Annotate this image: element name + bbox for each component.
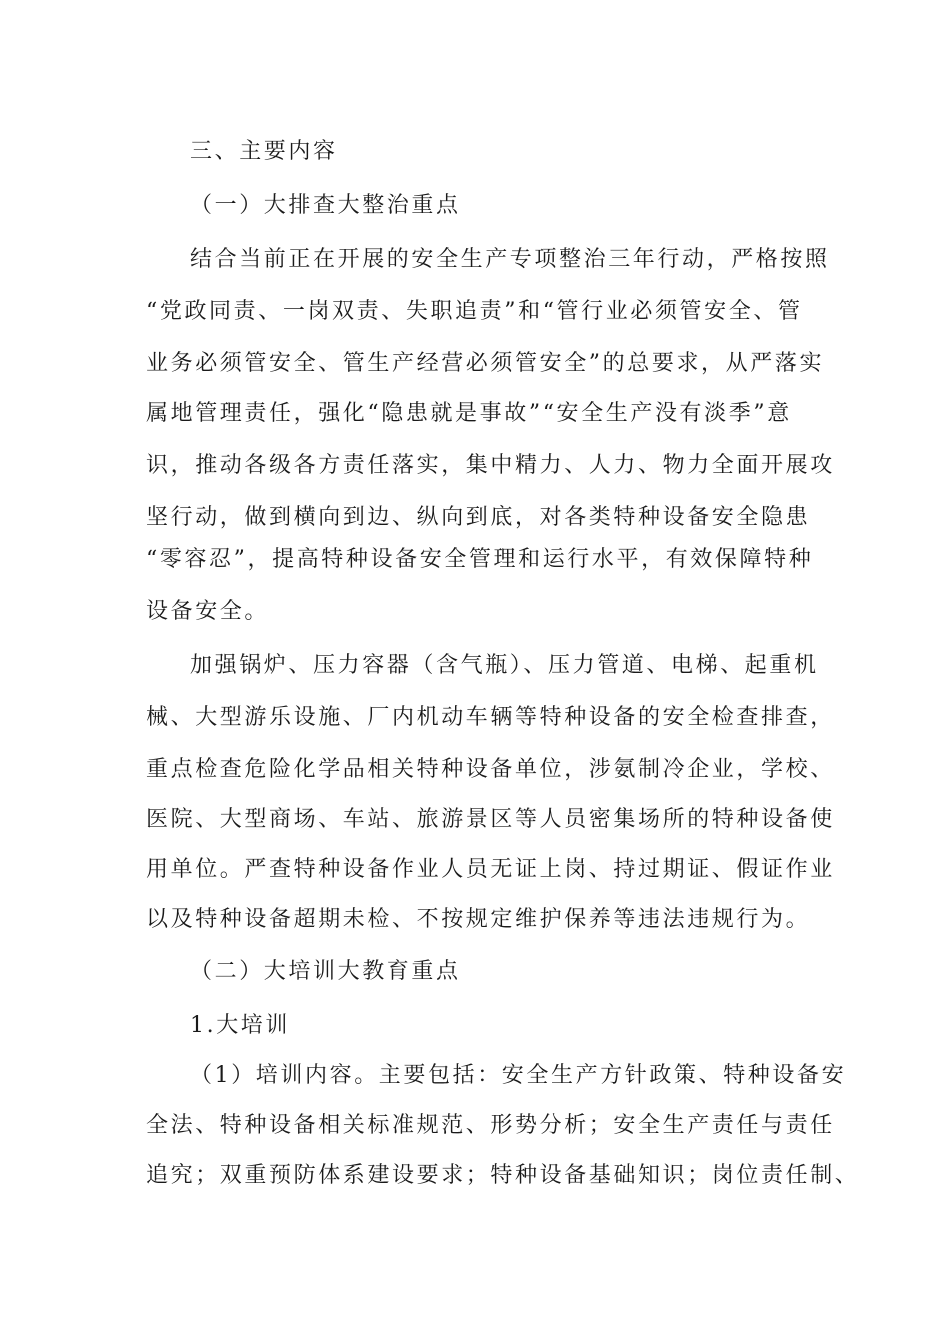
paragraph-line: 业务必须管安全、管生产经营必须管安全”的总要求，从严落实 bbox=[146, 351, 825, 376]
paragraph-line: 医院、大型商场、车站、旅游景区等人员密集场所的特种设备使 bbox=[146, 807, 835, 832]
paragraph-line: 以及特种设备超期未检、不按规定维护保养等违法违规行为。 bbox=[146, 907, 811, 932]
paragraph-line: 加强锅炉、压力容器（含气瓶）、压力管道、电梯、起重机 bbox=[190, 653, 819, 678]
item-heading: 1.大培训 bbox=[190, 1013, 290, 1038]
subheading-training: （二）大培训大教育重点 bbox=[190, 959, 461, 984]
paragraph-line: 属地管理责任，强化“隐患就是事故”“安全生产没有淡季”意 bbox=[146, 401, 792, 426]
section-heading: 三、主要内容 bbox=[190, 139, 338, 164]
paragraph-line: 设备安全。 bbox=[146, 599, 270, 624]
paragraph-line: “零容忍”，提高特种设备安全管理和运行水平，有效保障特种 bbox=[146, 547, 814, 572]
subheading-investigation: （一）大排查大整治重点 bbox=[190, 193, 461, 218]
paragraph-line: 全法、特种设备相关标准规范、形势分析；安全生产责任与责任 bbox=[146, 1113, 835, 1138]
paragraph-line: “党政同责、一岗双责、失职追责”和“管行业必须管安全、管 bbox=[146, 299, 803, 324]
paragraph-line: （1）培训内容。主要包括：安全生产方针政策、特种设备安 bbox=[190, 1063, 847, 1088]
paragraph-line: 结合当前正在开展的安全生产专项整治三年行动，严格按照 bbox=[190, 247, 830, 272]
paragraph-line: 械、大型游乐设施、厂内机动车辆等特种设备的安全检查排查， bbox=[146, 705, 835, 730]
paragraph-line: 重点检查危险化学品相关特种设备单位，涉氨制冷企业，学校、 bbox=[146, 757, 835, 782]
paragraph-line: 追究；双重预防体系建设要求；特种设备基础知识；岗位责任制、 bbox=[146, 1163, 860, 1188]
paragraph-line: 坚行动，做到横向到边、纵向到底，对各类特种设备安全隐患 bbox=[146, 505, 811, 530]
paragraph-line: 识，推动各级各方责任落实，集中精力、人力、物力全面开展攻 bbox=[146, 453, 835, 478]
paragraph-line: 用单位。严查特种设备作业人员无证上岗、持过期证、假证作业 bbox=[146, 857, 835, 882]
